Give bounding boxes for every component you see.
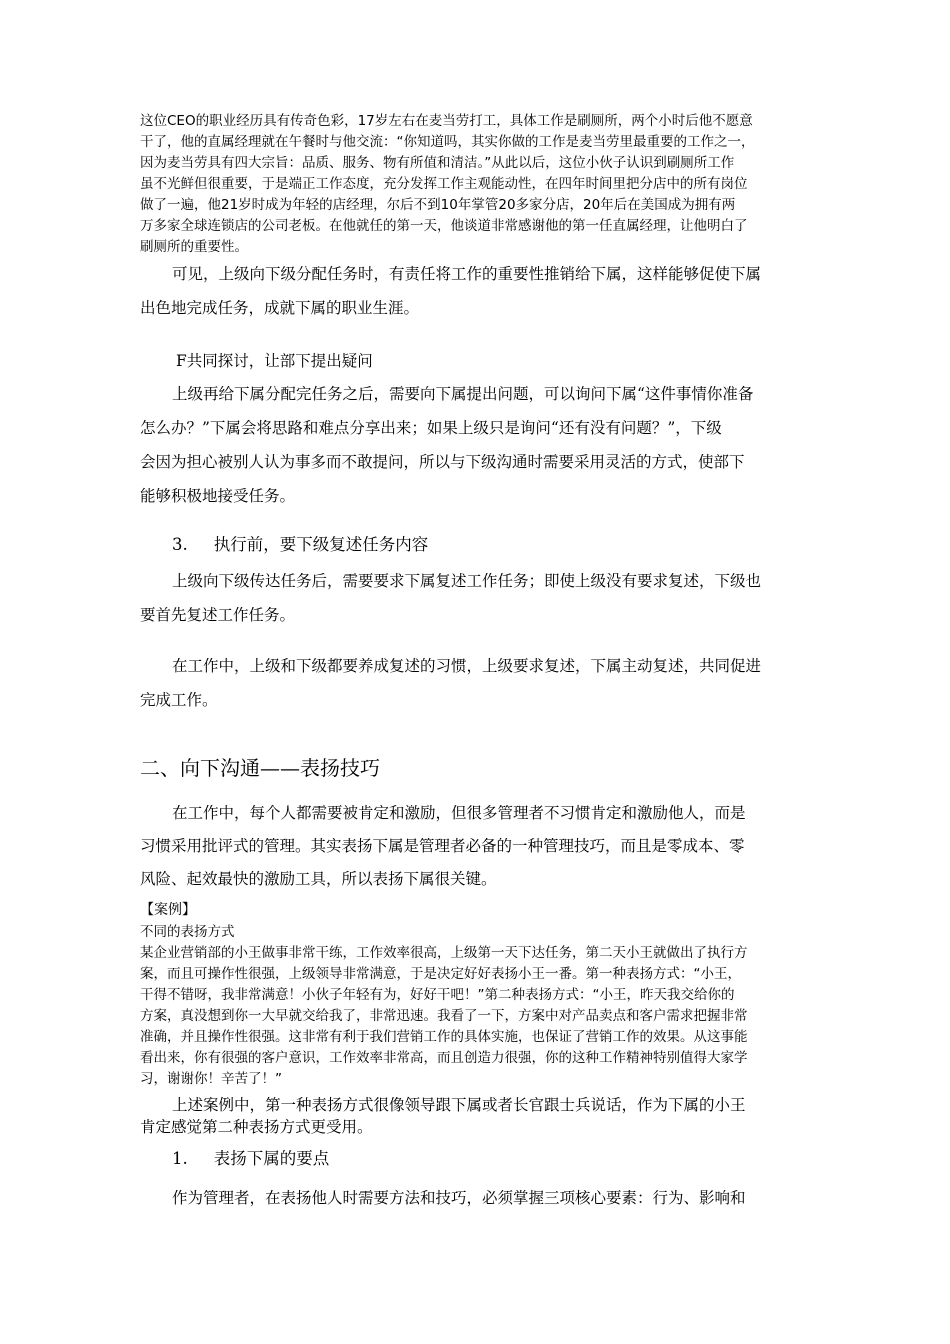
text-line: 看出来，你有很强的客户意识，工作效率非常高，而且创造力很强，你的这种工作精神特别值得大家学 [140, 1050, 748, 1066]
heading-text: 执行前，要下级复述任务内容 [213, 535, 429, 554]
text-line: 出色地完成任务，成就下属的职业生涯。 [140, 299, 420, 317]
paragraph-kejian [140, 263, 820, 319]
text-line: 干了，他的直属经理就在午餐时与他交流：“你知道吗，其实你做的工作是麦当劳里最重要的工作之一， [140, 134, 755, 150]
text-line: 案，而且可操作性很强，上级领导非常满意，于是决定好好表扬小王一番。第一种表扬方式：“小王， [140, 966, 741, 982]
subheading-1 [140, 1148, 852, 1170]
text-line: 肯定感觉第二种表扬方式更受用。 [140, 1118, 373, 1136]
paragraph-zaigongzuo [140, 655, 820, 711]
case-paragraph-ceo [140, 111, 820, 258]
text-line: 习惯采用批评式的管理。其实表扬下属是管理者必备的一种管理技巧，而且是零成本、零 [140, 837, 745, 855]
case-title: 不同的表扬方式 [140, 924, 235, 940]
text-line: 在工作中，每个人都需要被肯定和激励，但很多管理者不习惯肯定和激励他人，而是 [172, 804, 746, 822]
text-line: 做了一遍，他21岁时成为年轻的店经理，尔后不到10年掌管20多家分店，20年后在美国成为拥有两 [140, 197, 736, 213]
subheading-f: F共同探讨，让部下提出疑问 [176, 352, 373, 370]
text-line: 习，谢谢你！辛苦了！” [140, 1071, 282, 1087]
paragraph-summary [140, 1094, 820, 1138]
case-label: 【案例】 [140, 902, 196, 918]
heading-number: 1. [172, 1149, 188, 1168]
case-paragraph-xiaowang [140, 943, 820, 1090]
text-line: 在工作中，上级和下级都要养成复述的习惯，上级要求复述，下属主动复述，共同促进 [172, 657, 762, 675]
text-line: 能够积极地接受任务。 [140, 487, 296, 505]
paragraph-chuanda [140, 570, 820, 626]
text-line: 可见，上级向下级分配任务时，有责任将工作的重要性推销给下属，这样能够促使下属 [172, 265, 762, 283]
text-line: 怎么办？”下属会将思路和难点分享出来；如果上级只是询问“还有没有问题？”，下级 [140, 419, 722, 437]
text-line: 准确，并且操作性很强。这非常有利于我们营销工作的具体实施，也保证了营销工作的效果。从这事能 [140, 1029, 748, 1045]
text-line: 完成工作。 [140, 691, 218, 709]
paragraph-shangji [140, 383, 820, 507]
text-line: 方案，真没想到你一大早就交给我了，非常迅速。我看了一下，方案中对产品卖点和客户需求把握非常 [140, 1008, 748, 1024]
text-line: 会因为担心被别人认为事多而不敢提问，所以与下级沟通时需要采用灵活的方式，使部下 [140, 453, 745, 471]
section-title: 二、向下沟通——表扬技巧 [140, 756, 380, 780]
text-line: 上级再给下属分配完任务之后，需要向下属提出问题，可以询问下属“这件事情你准备 [172, 385, 754, 403]
heading-number: 3. [172, 535, 188, 554]
text-line: 上级向下级传达任务后，需要要求下属复述工作任务；即使上级没有要求复述，下级也 [172, 572, 762, 590]
subheading-3 [140, 534, 852, 556]
text-line: 上述案例中，第一种表扬方式很像领导跟下属或者长官跟士兵说话，作为下属的小王 [172, 1096, 746, 1114]
paragraph-praise [140, 797, 820, 896]
paragraph-last: 作为管理者，在表扬他人时需要方法和技巧，必须掌握三项核心要素：行为、影响和 [172, 1189, 746, 1207]
text-line: 这位CEO的职业经历具有传奇色彩，17岁左右在麦当劳打工，具体工作是刷厕所，两个小时后他不愿意 [140, 113, 753, 129]
text-line: 虽不光鲜但很重要，于是端正工作态度，充分发挥工作主观能动性，在四年时间里把分店中的所有岗位 [140, 176, 748, 192]
text-line: 干得不错呀，我非常满意！小伙子年轻有为，好好干吧！”第二种表扬方式：“小王，昨天我交给你的 [140, 987, 735, 1003]
text-line: 风险、起效最快的激励工具，所以表扬下属很关键。 [140, 870, 497, 888]
text-line: 某企业营销部的小王做事非常干练，工作效率很高，上级第一天下达任务，第二天小王就做出了执行方 [140, 945, 748, 961]
text-line: 万多家全球连锁店的公司老板。在他就任的第一天，他谈道非常感谢他的第一任直属经理，让他明白了 [140, 218, 748, 234]
text-line: 刷厕所的重要性。 [140, 239, 248, 255]
heading-text: 表扬下属的要点 [213, 1149, 330, 1168]
text-line: 要首先复述工作任务。 [140, 606, 296, 624]
text-line: 因为麦当劳具有四大宗旨：品质、服务、物有所值和清洁。”从此以后，这位小伙子认识到刷厕所工作 [140, 155, 735, 171]
